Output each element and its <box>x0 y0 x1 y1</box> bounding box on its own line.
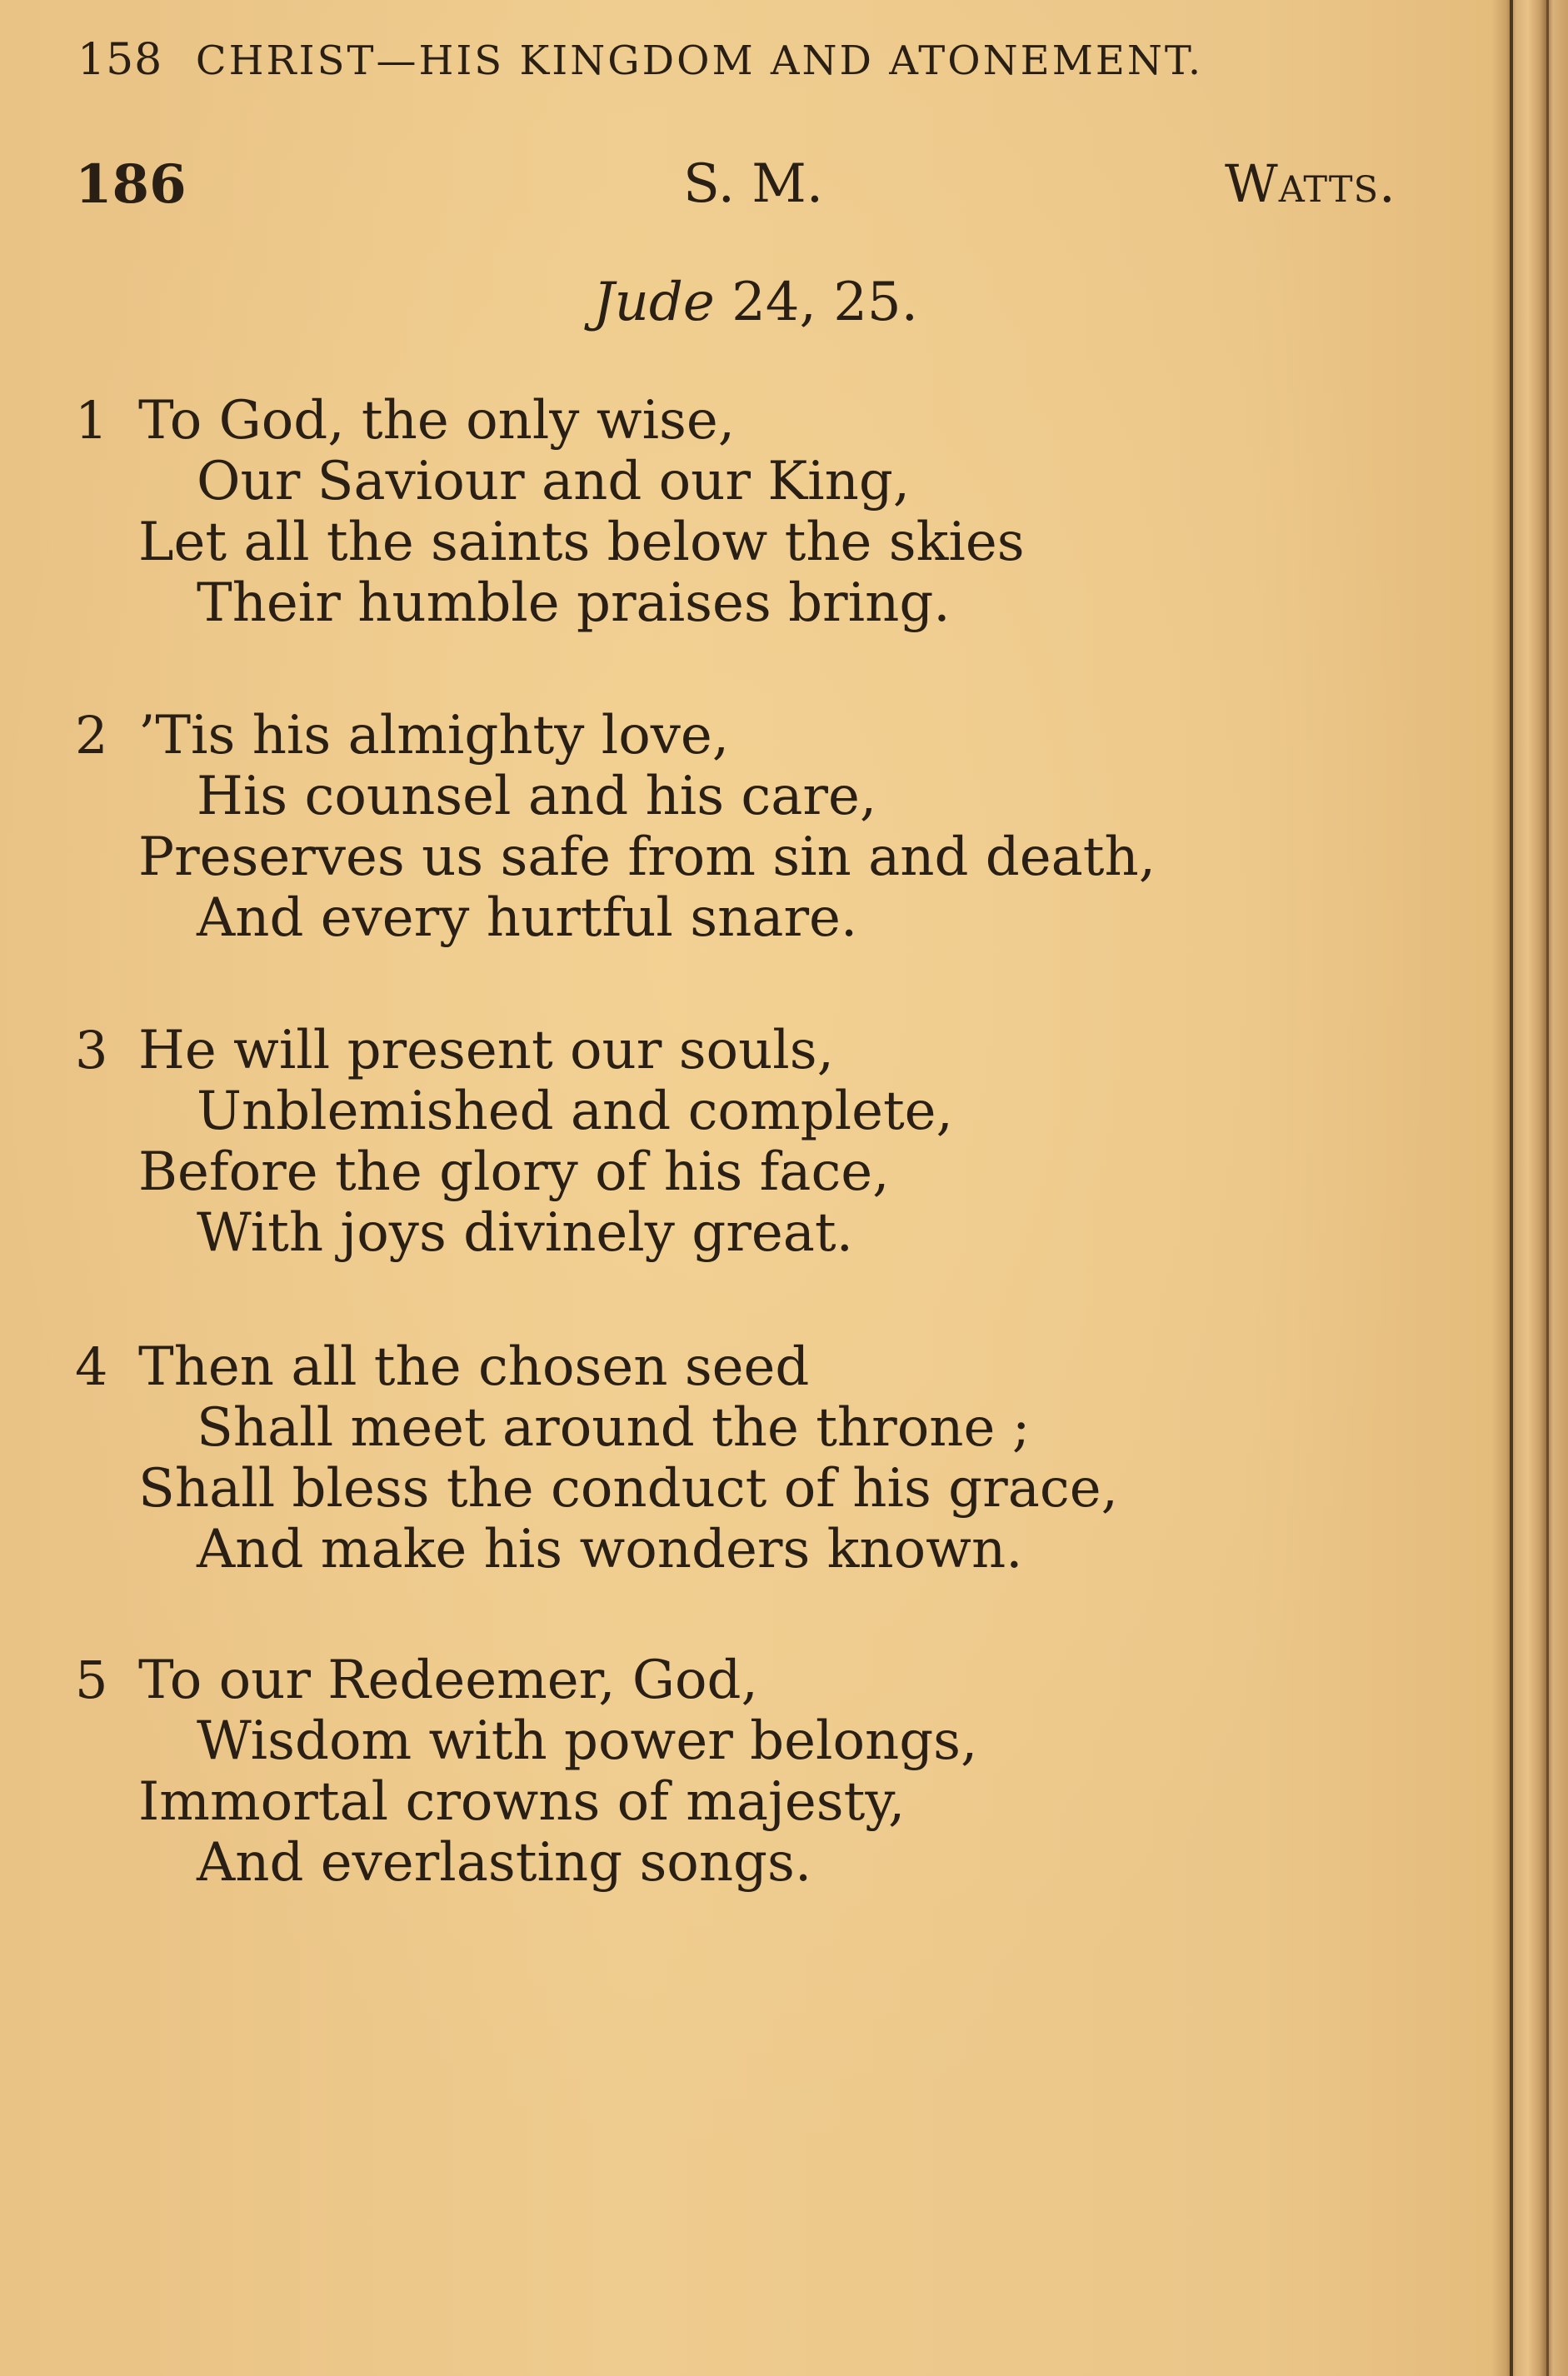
verse-line: And make his wonders known. <box>197 1519 1023 1580</box>
hymn-number: 186 <box>75 153 187 216</box>
verse-line: Wisdom with power belongs, <box>197 1710 978 1772</box>
spine-edge-line <box>1510 0 1513 2376</box>
book-spine <box>1491 0 1568 2376</box>
stanza-number: 2 <box>75 705 108 766</box>
stanza-number: 5 <box>75 1650 108 1710</box>
stanza-number: 3 <box>75 1020 108 1081</box>
hymn-meter: S. M. <box>683 153 824 215</box>
verse-line: To God, the only wise, <box>138 390 736 452</box>
verse-line: Our Saviour and our King, <box>197 451 911 512</box>
hymn-author: Watts. <box>1225 153 1396 214</box>
scripture-book: Jude <box>593 272 715 333</box>
verse-line: His counsel and his care, <box>197 766 877 827</box>
page-number: 158 <box>77 35 163 85</box>
verse-line: Unblemished and complete, <box>197 1081 953 1142</box>
verse-line: Shall meet around the throne ; <box>197 1397 1031 1459</box>
scripture-reference <box>593 272 918 333</box>
spine-edge-line <box>1546 0 1549 2376</box>
verse-line: Preserves us safe from sin and death, <box>138 826 1156 888</box>
verse-line: Shall bless the conduct of his grace, <box>138 1458 1118 1520</box>
verse-line: And every hurtful snare. <box>197 887 858 949</box>
verse-line: Immortal crowns of majesty, <box>138 1771 906 1833</box>
stanza-number: 1 <box>75 390 108 451</box>
verse-line: And everlasting songs. <box>197 1832 812 1894</box>
verse-line: To our Redeemer, God, <box>138 1650 758 1711</box>
stanza-number: 4 <box>75 1336 108 1397</box>
verse-line: ’Tis his almighty love, <box>138 705 730 766</box>
verse-line: He will present our souls, <box>138 1020 834 1081</box>
running-head <box>77 35 1435 85</box>
verse-line: Before the glory of his face, <box>138 1141 890 1203</box>
verse-line: Then all the chosen seed <box>138 1336 810 1398</box>
scripture-verses: 24, 25. <box>732 272 918 333</box>
running-head-title: CHRIST—HIS KINGDOM AND ATONEMENT. <box>195 37 1204 84</box>
verse-line: Let all the saints below the skies <box>138 512 1025 573</box>
verse-line: Their humble praises bring. <box>197 572 951 634</box>
verse-line: With joys divinely great. <box>197 1202 853 1264</box>
